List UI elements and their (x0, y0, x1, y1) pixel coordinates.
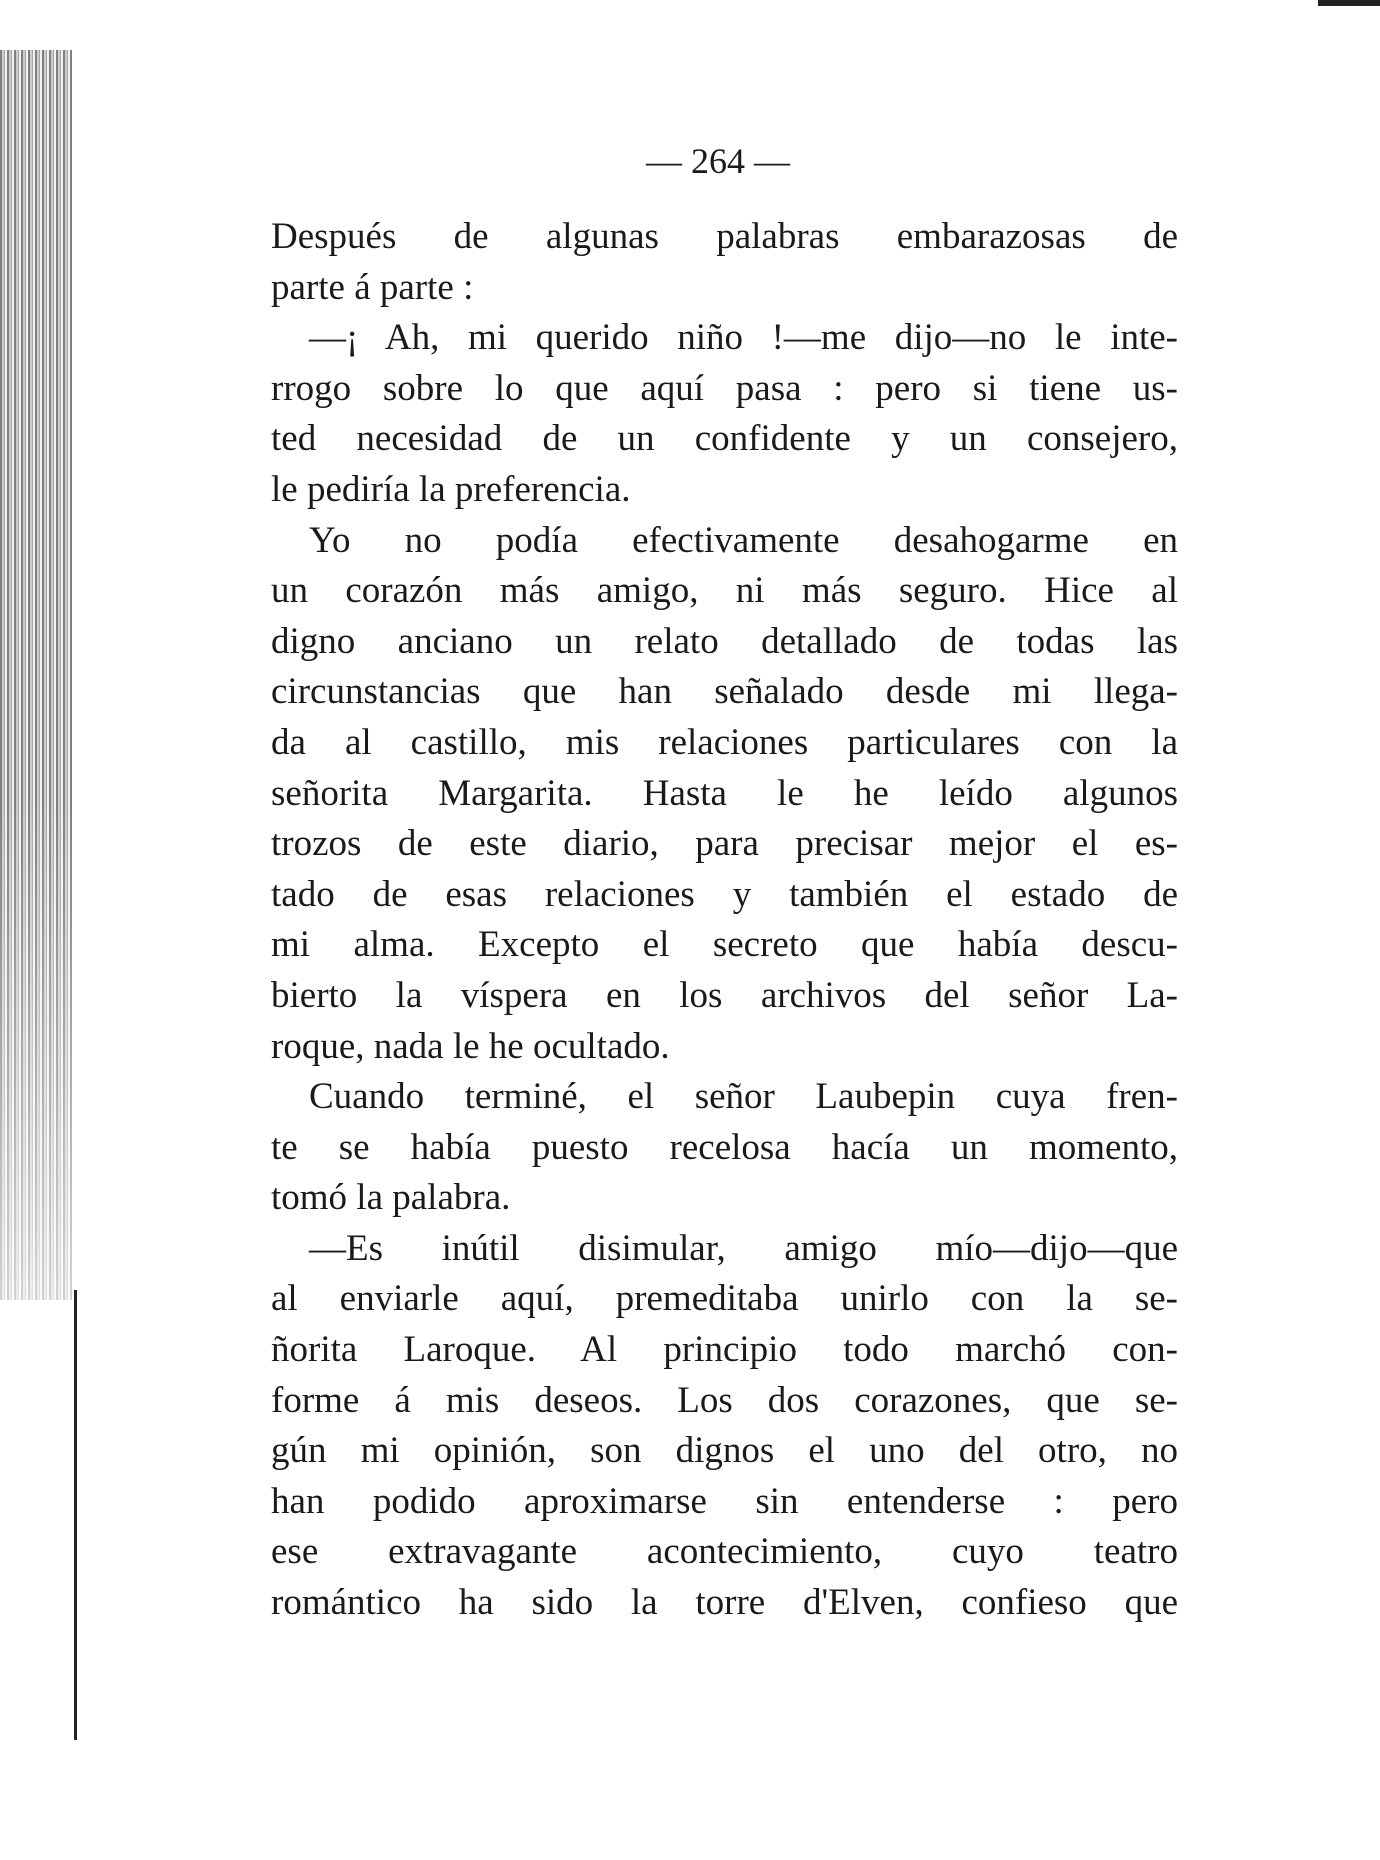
text-line: bierto la víspera en los archivos del señor La- (271, 974, 1178, 1016)
text-line: parte á parte : (271, 266, 474, 308)
paragraph (271, 516, 1178, 1073)
text-line: circunstancias que han señalado desde mi llega- (271, 671, 1178, 713)
text-line: ñorita Laroque. Al principio todo marchó con- (271, 1329, 1178, 1371)
text-line: tado de esas relaciones y también el estado de (271, 873, 1178, 915)
text-line: digno anciano un relato detallado de todas las (271, 620, 1178, 662)
text-line: han podido aproximarse sin entenderse : pero (271, 1480, 1178, 1522)
text-line: ted necesidad de un confidente y un consejero, (271, 418, 1178, 460)
text-line: forme á mis deseos. Los dos corazones, que se- (271, 1379, 1178, 1421)
text-line: gún mi opinión, son dignos el uno del otro, no (271, 1430, 1178, 1472)
paragraph (271, 1224, 1178, 1629)
text-line: Yo no podía efectivamente desahogarme en (309, 519, 1178, 561)
paragraph (271, 1072, 1178, 1224)
scan-corner-mark (1318, 0, 1380, 6)
text-line: mi alma. Excepto el secreto que había descu- (271, 924, 1178, 966)
text-line: al enviarle aquí, premeditaba unirlo con la se- (271, 1278, 1178, 1320)
book-binding-edge (0, 50, 72, 1300)
text-line: romántico ha sido la torre d'Elven, confieso que (271, 1582, 1178, 1624)
text-line: Cuando terminé, el señor Laubepin cuya fren- (309, 1076, 1178, 1118)
text-line: Después de algunas palabras embarazosas de (271, 216, 1178, 257)
page-number: — 264 — (646, 141, 790, 181)
text-line: roque, nada le he ocultado. (271, 1025, 670, 1067)
paragraph (271, 212, 1178, 313)
text-line: —¡ Ah, mi querido niño !—me dijo—no le inte- (309, 317, 1178, 359)
text-line: tomó la palabra. (271, 1177, 511, 1219)
text-line: —Es inútil disimular, amigo mío—dijo—que (309, 1227, 1178, 1269)
page-edge-line (74, 1290, 77, 1740)
text-line: ese extravagante acontecimiento, cuyo teatro (271, 1531, 1178, 1573)
text-line: un corazón más amigo, ni más seguro. Hice al (271, 570, 1178, 612)
text-line: le pediría la preferencia. (271, 468, 631, 510)
paragraph (271, 313, 1178, 515)
text-line: te se había puesto recelosa hacía un momento, (271, 1126, 1178, 1168)
text-line: da al castillo, mis relaciones particulares con la (271, 721, 1178, 763)
text-line: rrogo sobre lo que aquí pasa : pero si tiene us- (271, 367, 1178, 409)
body-text (271, 212, 1178, 1629)
text-line: trozos de este diario, para precisar mejor el es- (271, 823, 1178, 865)
text-line: señorita Margarita. Hasta le he leído algunos (271, 772, 1178, 814)
